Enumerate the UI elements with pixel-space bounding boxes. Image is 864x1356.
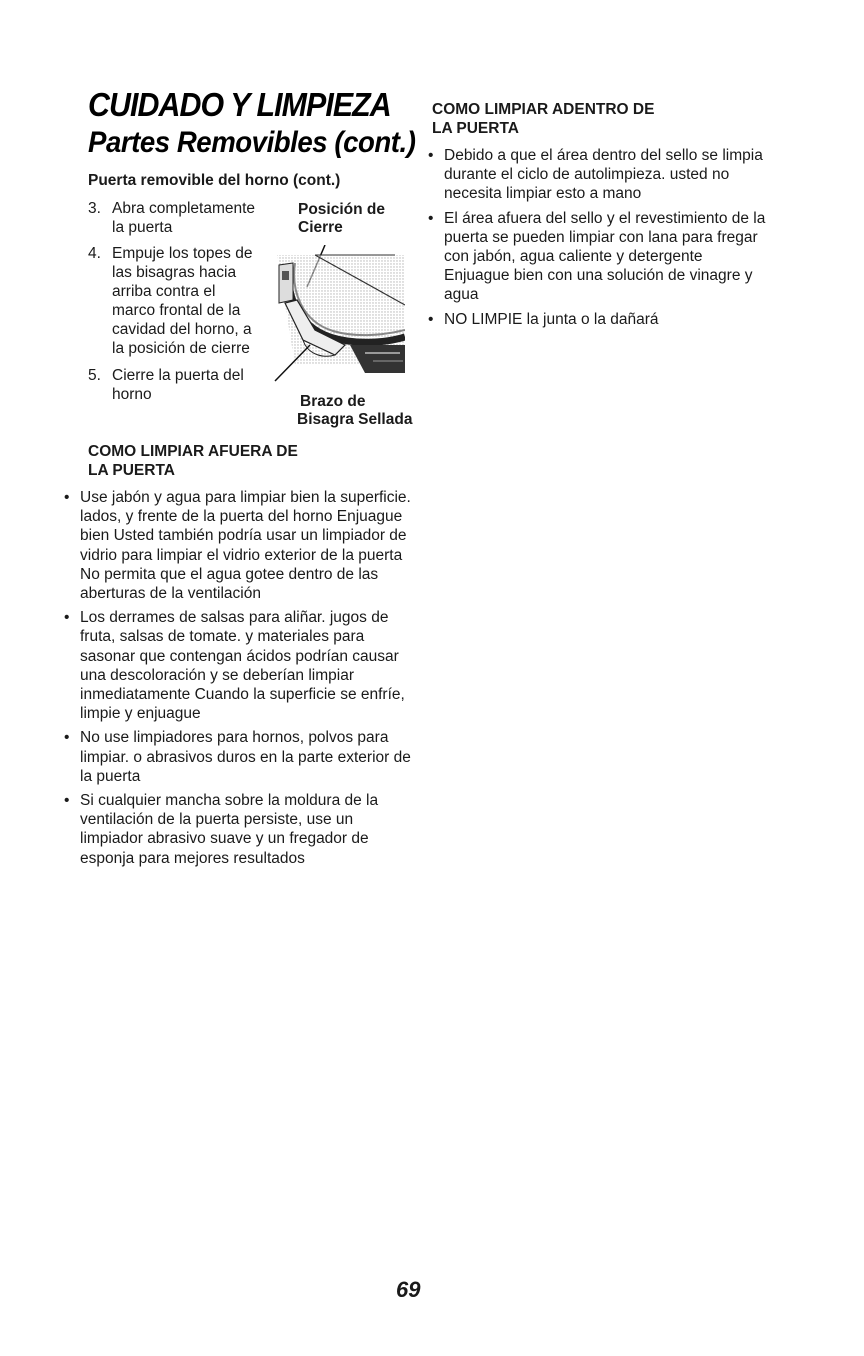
figure-label-hinge-arm bbox=[297, 393, 412, 429]
outside-door-list bbox=[64, 488, 414, 873]
step-line: cavidad del horno, a bbox=[112, 321, 252, 338]
page-subtitle: Partes Removibles (cont.) bbox=[88, 126, 416, 159]
list-item: • Si cualquier mancha sobre la moldura de la ventilación de la puerta persiste, use un limpiador abrasivo suave y un fregador de esponja para mejores resultados bbox=[64, 791, 414, 868]
page-number: 69 bbox=[396, 1277, 421, 1302]
step-line: horno bbox=[112, 386, 152, 403]
step-line: Empuje los topes de bbox=[112, 245, 253, 262]
step-line: las bisagras hacia bbox=[112, 264, 237, 281]
step-line: arriba contra el bbox=[112, 283, 216, 300]
inside-door-list bbox=[428, 146, 768, 334]
figure-label-line: Bisagra Sellada bbox=[297, 411, 413, 428]
step-number: 4. bbox=[88, 245, 101, 262]
step-line: la posición de cierre bbox=[112, 340, 250, 357]
step-5 bbox=[88, 366, 244, 404]
step-line: marco frontal de la bbox=[112, 302, 241, 319]
hinge-illustration bbox=[255, 245, 405, 385]
heading-line: LA PUERTA bbox=[432, 120, 519, 137]
step-4 bbox=[88, 244, 253, 358]
list-item: • Debido a que el área dentro del sello se limpia durante el ciclo de autolimpieza. usted no necesita limpiar esto a mano bbox=[428, 146, 768, 204]
inside-door-heading bbox=[432, 100, 654, 138]
step-number: 5. bbox=[88, 367, 101, 384]
list-item: • Use jabón y agua para limpiar bien la superficie. lados, y frente de la puerta del horno Enjuague bien Usted también podría usar un limpiador de vidrio para limpiar el vidrio exterior de la puerta No permita que el agua gotee dentro de las aberturas de la ventilación bbox=[64, 488, 414, 603]
list-item: • Los derrames de salsas para aliñar. jugos de fruta, salsas de tomate. y materiales para sasonar que contengan ácidos podrían causar una descoloración y se deberían limpiar inmediatamente Cuando la superficie se enfríe, limpie y enjuague bbox=[64, 608, 414, 723]
page-title: CUIDADO Y LIMPIEZA bbox=[88, 86, 391, 123]
step-3 bbox=[88, 199, 256, 237]
outside-door-heading bbox=[88, 442, 298, 480]
heading-line: COMO LIMPIAR ADENTRO DE bbox=[432, 101, 655, 118]
figure-label-line: Brazo de bbox=[300, 393, 366, 410]
heading-line: LA PUERTA bbox=[88, 462, 175, 479]
step-line: la puerta bbox=[112, 219, 173, 236]
figure-label-line: Posición de bbox=[298, 201, 385, 218]
step-number: 3. bbox=[88, 200, 101, 217]
step-line: Abra completamente bbox=[112, 200, 256, 217]
list-item: • NO LIMPIE la junta o la dañará bbox=[428, 310, 768, 329]
figure-label-line: Cierre bbox=[298, 219, 343, 236]
list-item: • No use limpiadores para hornos, polvos para limpiar. o abrasivos duros en la parte exterior de la puerta bbox=[64, 728, 414, 786]
figure-label-closed-position bbox=[298, 201, 385, 237]
section-subhead: Puerta removible del horno (cont.) bbox=[88, 172, 341, 189]
step-line: Cierre la puerta del bbox=[112, 367, 244, 384]
list-item: • El área afuera del sello y el revestimiento de la puerta se pueden limpiar con lana para fregar con jabón, agua caliente y detergente Enjuague bien con una solución de vinagre y agua bbox=[428, 209, 768, 305]
heading-line: COMO LIMPIAR AFUERA DE bbox=[88, 443, 298, 460]
